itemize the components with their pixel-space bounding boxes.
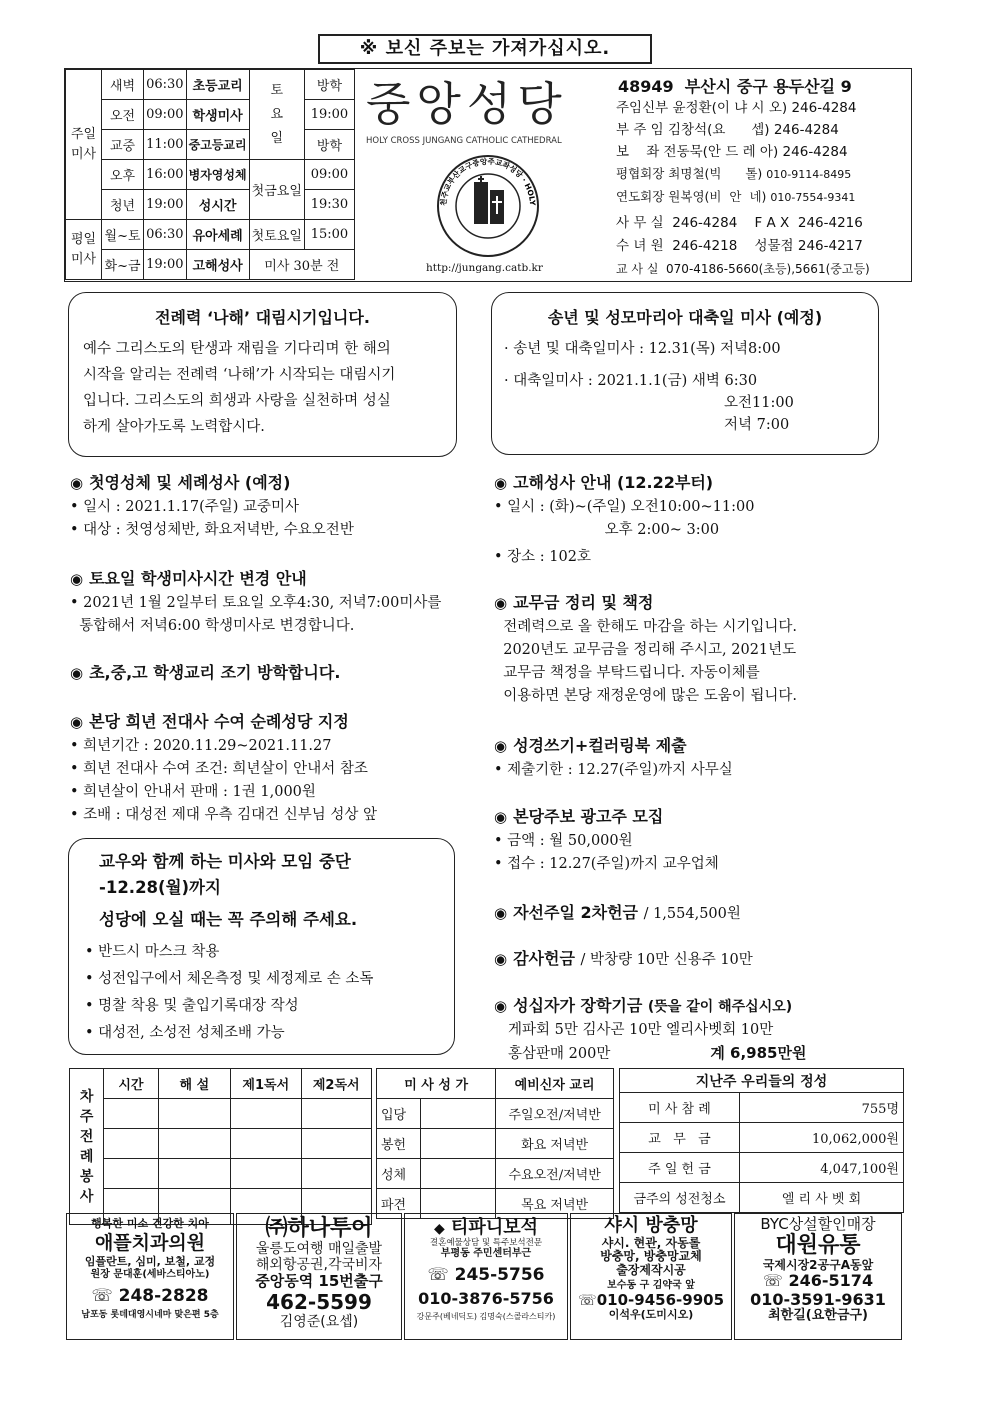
office-line: 교 사 실 070-4186-5660(초등),5661(중고등) [616,262,870,276]
ad-line: 강문주(베네딕도) 김명숙(스콜라스티카) [416,1311,556,1321]
office-contacts [616,212,912,281]
ad-phone: ☏010-9456-9905 [577,1290,724,1309]
mass-time: 06:30 [144,70,187,100]
ad-travel-agency [236,1213,402,1340]
covid-notice-box [68,838,455,1055]
bullet-circle-icon: ◉ [494,904,508,922]
stats-value: 755명 [740,1093,904,1123]
ad-line: 이석우(도미시오) [608,1307,694,1321]
ad-window-screen [570,1213,732,1340]
ad-name: 티파니보석 [451,1217,538,1238]
mass-slot: 교중 [102,130,144,160]
diamond-icon: ◆ [433,1221,445,1237]
section-title: 자선주일 2차헌금 [513,903,638,922]
mass-schedule-table [65,69,355,280]
bullet-circle-icon: ◉ [494,950,508,968]
staff-row [616,119,912,141]
staff-phone: 246-4284 [791,100,857,116]
section-line: • 희년 전대사 수여 조건: 희년살이 안내서 참조 [70,761,368,777]
new-year-line: 오전11:00 [724,395,794,411]
parish-url[interactable]: http://jungang.catb.kr [426,262,543,274]
parish-address: 48949 부산시 중구 용두산길 9 [618,77,852,96]
column-header: 제1독서 [231,1069,301,1099]
ad-line: 방충망, 방충망교체 [600,1249,702,1264]
first-friday-time: 09:00 [304,160,354,190]
thanks-offering-section [494,946,904,972]
scholarship-section [494,993,904,1066]
advertiser-section [494,804,904,876]
bullet-circle-icon: ◉ [494,808,508,826]
new-year-title: 송년 및 성모마리아 대축일 미사 (예정) [547,308,823,327]
mass-program: 초등교리 [186,70,249,100]
jubilee-section [70,709,480,827]
covid-rule: • 성전입구에서 체온측정 및 세정제로 손 소독 [85,971,374,987]
mass-program: 중고등교리 [186,130,249,160]
section-title: 성십자가 장학기금 [513,996,643,1015]
staff-row [616,186,912,209]
staff-role: 연도회장 [616,189,665,204]
hymn-slot: 파견 [377,1189,421,1219]
covid-deadline: -12.28(월)까지 [99,878,221,897]
bullet-circle-icon: ◉ [494,474,508,492]
mass-slot: 청년 [102,190,144,220]
ad-line: 샤시. 현관, 자동롤 [601,1235,701,1250]
ad-line: 중앙동역 15번출구 [255,1272,383,1291]
mass-time: 09:00 [144,100,187,130]
section-value: / 박창량 10만 신용주 10만 [580,952,753,968]
new-year-line: · 송년 및 대축일미사 : 12.31(목) 저녁8:00 [504,341,781,357]
mass-program: 고해성사 [186,250,249,280]
ad-name: 대원유통 [775,1233,861,1259]
ad-name: ㈜하나투어 [265,1216,373,1241]
table-cell [104,1099,158,1129]
staff-row [616,141,912,163]
ad-jewelry [404,1213,568,1340]
advent-line: 하게 살아가도록 노력합시다. [83,419,265,435]
mass-slot: 오전 [102,100,144,130]
ad-name: 샤시 방충망 [604,1215,698,1236]
hymn-catechism-table [376,1068,614,1219]
staff-name: 원복영(비 안 네) [668,189,767,204]
mass-slot: 오후 [102,160,144,190]
service-table-label: 차 주 전 례 봉 사 [70,1069,104,1225]
first-friday-label: 첫금요일 [249,160,304,220]
section-title: 토요일 학생미사시간 변경 안내 [89,569,307,588]
staff-name: 윤정환(이 냐 시 오) [672,100,788,116]
new-year-line: · 대축일미사 : 2021.1.1(금) 새벽 6:30 [504,373,758,389]
stats-value: 10,062,000원 [740,1123,904,1153]
stats-value: 엘 리 사 벳 회 [740,1183,904,1213]
section-line: 교무금 책정을 부탁드립니다. 자동이체를 [494,665,760,681]
liturgy-service-table [69,1068,372,1225]
hymn-slot: 입당 [377,1099,421,1129]
section-title: 본당 희년 전대사 수여 순례성당 지정 [89,712,349,731]
hymn-cell [420,1099,495,1129]
section-title: 성경쓰기+컬러링북 제출 [513,736,687,755]
section-line: • 조배 : 대성전 제대 우측 김대건 신부님 성상 앞 [70,807,378,823]
staff-list [616,97,912,209]
mass-time: 19:00 [144,190,187,220]
section-line: 이용하면 본당 재정운영에 많은 도움이 됩니다. [494,688,798,704]
covid-rule: • 명찰 착용 및 출입기록대장 작성 [85,998,299,1014]
bullet-circle-icon: ◉ [70,570,84,588]
staff-name: 전동묵(안 드 레 아) [663,144,779,160]
first-communion-section [70,470,480,542]
advent-line: 입니다. 그리스도의 희생과 사랑을 실천하며 성실 [83,393,391,409]
ad-line: 울릉도여행 매일출발 [255,1241,383,1258]
bullet-circle-icon: ◉ [70,664,84,682]
ad-line: 국제시장2공구A동앞 [762,1257,874,1272]
section-value: / 1,554,500원 [643,906,741,922]
parish-name: 중앙성당 [366,77,568,131]
bullet-circle-icon: ◉ [70,713,84,731]
bullet-circle-icon: ◉ [494,594,508,612]
scholarship-total: 계 6,985만원 [710,1044,807,1062]
mass-time: 06:30 [144,220,187,250]
section-line: • 희년기간 : 2020.11.29~2021.11.27 [70,738,332,754]
section-note: (뜻을 같이 해주십시오) [647,999,793,1015]
ad-line: 부평동 주민센터부근 [440,1248,532,1260]
stats-title: 지난주 우리들의 정성 [620,1069,904,1093]
column-header: 제2독서 [301,1069,372,1099]
mass-program: 성시간 [186,190,249,220]
staff-role: 주임신부 [616,100,669,116]
weekday-mass-label: 평일 미사 [66,220,102,280]
covid-rule: • 대성전, 소성전 성체조배 가능 [85,1025,285,1041]
table-cell [301,1159,372,1189]
hymn-slot: 봉헌 [377,1129,421,1159]
advent-line: 시작을 알리는 전례력 ‘나해’가 시작되는 대림시기 [83,367,396,383]
catechism-vacation-section [70,660,480,686]
section-line: • 일시 : (화)~(주일) 오전10:00~11:00 [494,499,755,515]
catechism-class: 주일오전/저녁반 [496,1099,614,1129]
student-mass-change-section [70,566,480,638]
staff-row [616,163,912,186]
ad-phone: 010-3591-9631 [750,1289,886,1309]
staff-phone: 010-7554-9341 [770,191,856,204]
section-line: • 일시 : 2021.1.17(주일) 교중미사 [70,499,300,515]
section-title: 감사헌금 [513,949,575,968]
staff-name: 최명철(빅 톨) [668,166,763,181]
stats-label: 주 일 헌 금 [620,1153,740,1183]
stats-label: 금주의 성전청소 [620,1183,740,1213]
ad-line: BYC상설할인매장 [760,1215,876,1233]
second-collection-section [494,900,904,926]
new-year-mass-box [491,292,879,455]
catechism-class: 수요오전/저녁반 [496,1159,614,1189]
ad-name: 애플치과의원 [94,1231,206,1254]
mass-slot: 화~금 [102,250,144,280]
table-cell [158,1129,230,1159]
mass-time: 11:00 [144,130,187,160]
mass-program: 유아세례 [186,220,249,250]
staff-phone: 010-9114-8495 [766,168,852,181]
ad-line: 김영준(요셉) [279,1313,359,1330]
staff-row [616,97,912,119]
column-header: 시간 [104,1069,158,1099]
ad-line: 해외항공권,각국비자 [255,1257,383,1274]
stats-label: 미 사 참 례 [620,1093,740,1123]
saturday-time: 19:00 [304,100,354,130]
covid-title: 교우와 함께 하는 미사와 모임 중단 [99,852,351,871]
saturday-time: 방학 [304,70,354,100]
mass-slot: 월~토 [102,220,144,250]
parish-seal [430,152,546,260]
hymn-cell [420,1129,495,1159]
catechism-class: 화요 저녁반 [496,1129,614,1159]
hymn-cell [420,1159,495,1189]
table-cell [301,1129,372,1159]
svg-text:천주교부산교구중앙주교좌성당 · HOLY CROSS JU: 천주교부산교구중앙주교좌성당 · HOLY [438,156,538,207]
ad-phone: 010-3876-5756 [418,1288,554,1308]
ad-clothing-store [734,1213,902,1340]
ad-dental-clinic [66,1213,234,1340]
table-cell [231,1099,301,1129]
saturday-time: 방학 [304,130,354,160]
mass-program: 병자영성체 [186,160,249,190]
office-line: 사 무 실 246-4284 F A X 246-4216 [616,215,863,231]
mass-time: 19:00 [144,250,187,280]
staff-phone: 246-4284 [773,122,839,138]
office-line: 수 녀 원 246-4218 성물점 246-4217 [616,238,863,254]
sunday-mass-label: 주일 미사 [66,70,102,220]
new-year-line: 저녁 7:00 [724,417,790,433]
first-friday-time: 19:30 [304,190,354,220]
section-line: 2020년도 교무금을 정리해 주시고, 2021년도 [494,642,797,658]
table-cell [158,1099,230,1129]
section-line: • 접수 : 12.27(주일)까지 교우업체 [494,856,719,872]
column-header: 미 사 성 가 [377,1069,496,1099]
ad-phone: ☏ 246-5174 [762,1271,874,1291]
ad-line: 원장 문대훈(세바스티아노) [90,1269,210,1281]
table-cell [104,1159,158,1189]
staff-name: 김창석(요 셉) [668,122,770,138]
first-saturday-time: 15:00 [304,220,354,250]
section-line: 전례력으로 올 한해도 마감을 하는 시기입니다. [494,619,798,635]
advent-title: 전례력 ‘나해’ 대림시기입니다. [155,308,370,327]
advent-line: 예수 그리스도의 탄생과 재림을 기다리며 한 해의 [83,341,391,357]
confession-time-note: 미사 30분 전 [249,250,354,280]
advent-notice-box [68,292,457,457]
staff-role: 보 좌 [616,144,660,160]
ad-line: 보수동 구 김약국 앞 [607,1280,695,1292]
column-header: 예비신자 교리 [496,1069,614,1099]
mass-program: 학생미사 [186,100,249,130]
ad-line: 행복한 미소 건강한 치아 [91,1217,209,1230]
ad-line: 출장제작시공 [616,1263,686,1278]
parish-english-name: HOLY CROSS JUNGANG CATHOLIC CATHEDRAL [366,136,562,146]
hymn-slot: 성체 [377,1159,421,1189]
table-cell [158,1159,230,1189]
table-cell [104,1129,158,1159]
ad-phone: ☏ 245-5756 [427,1264,545,1285]
section-line: 오후 2:00~ 3:00 [494,522,720,538]
ad-line: 최한길(요한금구) [768,1308,868,1324]
ad-phone: ☏ 248-2828 [91,1285,209,1306]
stats-label: 교 무 금 [620,1123,740,1153]
first-saturday-label: 첫토요일 [249,220,304,250]
ad-phone: 462-5599 [266,1289,372,1314]
section-title: 초,중,고 학생교리 조기 방학합니다. [89,663,341,682]
mass-time: 16:00 [144,160,187,190]
dues-section [494,590,904,708]
bible-writing-section [494,733,904,782]
bullet-circle-icon: ◉ [70,474,84,492]
section-line: • 대상 : 첫영성체반, 화요저녁반, 수요오전반 [70,522,354,538]
cathedral-seal-icon [430,152,546,260]
covid-rule: • 반드시 마스크 착용 [85,944,220,960]
covid-caution: 성당에 오실 때는 꼭 주의해 주세요. [99,910,358,929]
column-header: 해 설 [158,1069,230,1099]
saturday-label: 토 요 일 [249,70,304,160]
table-cell [301,1099,372,1129]
section-title: 본당주보 광고주 모집 [513,807,664,826]
section-title: 고해성사 안내 (12.22부터) [513,473,714,492]
confession-section [494,470,904,569]
staff-role: 부 주 임 [616,122,664,138]
bullet-circle-icon: ◉ [494,997,508,1015]
weekly-stats-table [619,1068,904,1213]
section-line: • 2021년 1월 2일부터 토요일 오후4:30, 저녁7:00미사를 [70,595,442,611]
stats-value: 4,047,100원 [740,1153,904,1183]
section-line: • 제출기한 : 12.27(주일)까지 사무실 [494,762,733,778]
section-line: 통합해서 저녁6:00 학생미사로 변경합니다. [70,618,355,634]
section-line: 홍삼판매 200만 [508,1046,611,1062]
section-line: • 금액 : 월 50,000원 [494,833,633,849]
section-line: • 장소 : 102호 [494,549,591,565]
table-cell [231,1159,301,1189]
ad-line: 결혼예물상담 및 특주보석전문 [429,1237,543,1248]
section-line: • 희년살이 안내서 판매 : 1권 1,000원 [70,784,316,800]
section-title: 첫영성체 및 세례성사 (예정) [89,473,291,492]
catechism-class: 목요 저녁반 [496,1189,614,1219]
bullet-circle-icon: ◉ [494,737,508,755]
staff-role: 평협회장 [616,166,665,181]
table-cell [231,1129,301,1159]
staff-phone: 246-4284 [782,144,848,160]
section-line: 게파회 5만 김사곤 10만 엘리사벳회 10만 [508,1022,774,1038]
mass-slot: 새벽 [102,70,144,100]
ad-line: 임플란트, 심미, 보철, 교정 [84,1255,216,1269]
section-title: 교무금 정리 및 책정 [513,593,654,612]
notice-banner: ※ 보신 주보는 가져가십시오. [318,34,652,64]
ad-line: 남포동 롯데대영시네마 맞은편 5층 [81,1310,219,1321]
